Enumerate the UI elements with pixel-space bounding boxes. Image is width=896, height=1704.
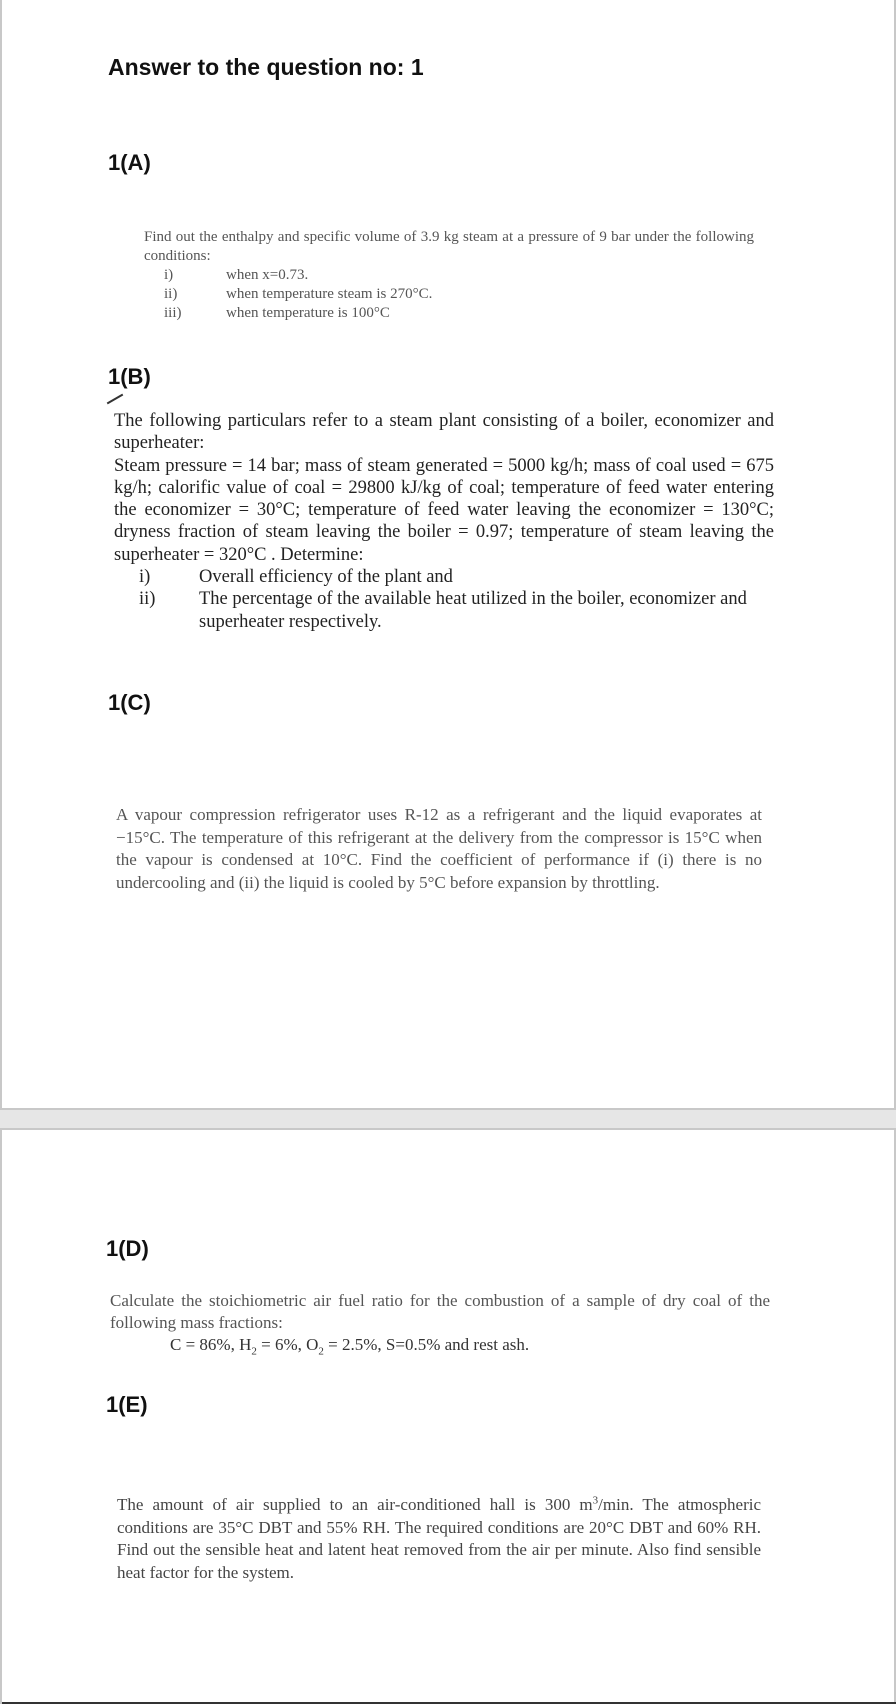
- question-1d-text: Calculate the stoichiometric air fuel ratio for the combustion of a sample of dry coal of the following mass fractions:: [110, 1291, 770, 1332]
- question-1b-body: Steam pressure = 14 bar; mass of steam generated = 5000 kg/h; mass of coal used = 675 kg/h; calorific value of coal = 29800 kJ/kg of coal; temperature of feed water entering the economizer = 30°C; temperature of feed water leaving the economizer = 130°C; dryness fraction of steam leaving the boiler = 0.97; temperature of steam leaving the superheater = 320°C . Determine:: [114, 455, 774, 565]
- list-item-text: Overall efficiency of the plant and: [199, 567, 453, 588]
- list-item: [144, 304, 754, 323]
- formula-part: C = 86%, H: [170, 1335, 252, 1354]
- page-separator: [0, 1110, 896, 1128]
- list-item: [144, 285, 754, 304]
- list-item-number: i): [139, 567, 151, 588]
- mass-fraction-formula: [110, 1334, 770, 1356]
- list-item-number: ii): [139, 589, 156, 610]
- question-1e-text-part: The amount of air supplied to an air-conditioned hall is 300 m: [117, 1495, 593, 1514]
- question-1e: [117, 1494, 761, 1584]
- list-item: [114, 588, 774, 633]
- formula-subscript: 2: [318, 1345, 324, 1358]
- question-1e-text: [117, 1494, 761, 1584]
- section-label-1e: 1(E): [106, 1392, 148, 1417]
- list-item-text: The percentage of the available heat utilized in the boiler, economizer and superheater respectively.: [199, 589, 747, 632]
- answer-heading: Answer to the question no: 1: [108, 54, 424, 80]
- list-item-text: when temperature steam is 270°C.: [226, 286, 433, 302]
- formula-subscript: 2: [251, 1345, 257, 1358]
- question-1c: [116, 804, 762, 894]
- list-item: [144, 266, 754, 285]
- section-label-1d: 1(D): [106, 1236, 149, 1261]
- list-item-text: when temperature is 100°C: [226, 305, 390, 321]
- question-1b-intro: The following particulars refer to a steam plant consisting of a boiler, economizer and superheater:: [114, 411, 774, 454]
- question-1b: [114, 410, 774, 633]
- list-item-number: iii): [164, 305, 182, 321]
- formula-part: = 2.5%, S=0.5% and rest ash.: [323, 1335, 530, 1354]
- question-1a-intro: Find out the enthalpy and specific volume of 3.9 kg steam at a pressure of 9 bar under the following conditions:: [144, 229, 754, 264]
- list-item-text: when x=0.73.: [226, 267, 309, 283]
- section-label-1b: 1(B): [108, 364, 151, 389]
- section-label-1a: 1(A): [108, 150, 151, 175]
- list-item-number: ii): [164, 286, 178, 302]
- unit-superscript: 3: [592, 1494, 599, 1507]
- section-label-1c: 1(C): [108, 690, 151, 715]
- question-1a: [144, 228, 754, 323]
- question-1e-text-part: /min. The atmospheric conditions are 35°C DBT and 55% RH. The required conditions are 20°C DBT and 60% RH. Find out the sensible heat and latent heat removed from the air per minute. Also find sensible heat factor for the system.: [117, 1495, 761, 1582]
- question-1d: [110, 1290, 770, 1356]
- formula-part: = 6%, O: [256, 1335, 319, 1354]
- pen-mark: [107, 394, 124, 405]
- list-item-number: i): [164, 267, 174, 283]
- question-1c-text: A vapour compression refrigerator uses R-12 as a refrigerant and the liquid evaporates at −15°C. The temperature of this refrigerant at the delivery from the compressor is 15°C when the vapour is condensed at 10°C. Find the coefficient of performance if (i) there is no undercooling and (ii) the liquid is cooled by 5°C before expansion by throttling.: [116, 805, 762, 892]
- list-item: [114, 566, 774, 588]
